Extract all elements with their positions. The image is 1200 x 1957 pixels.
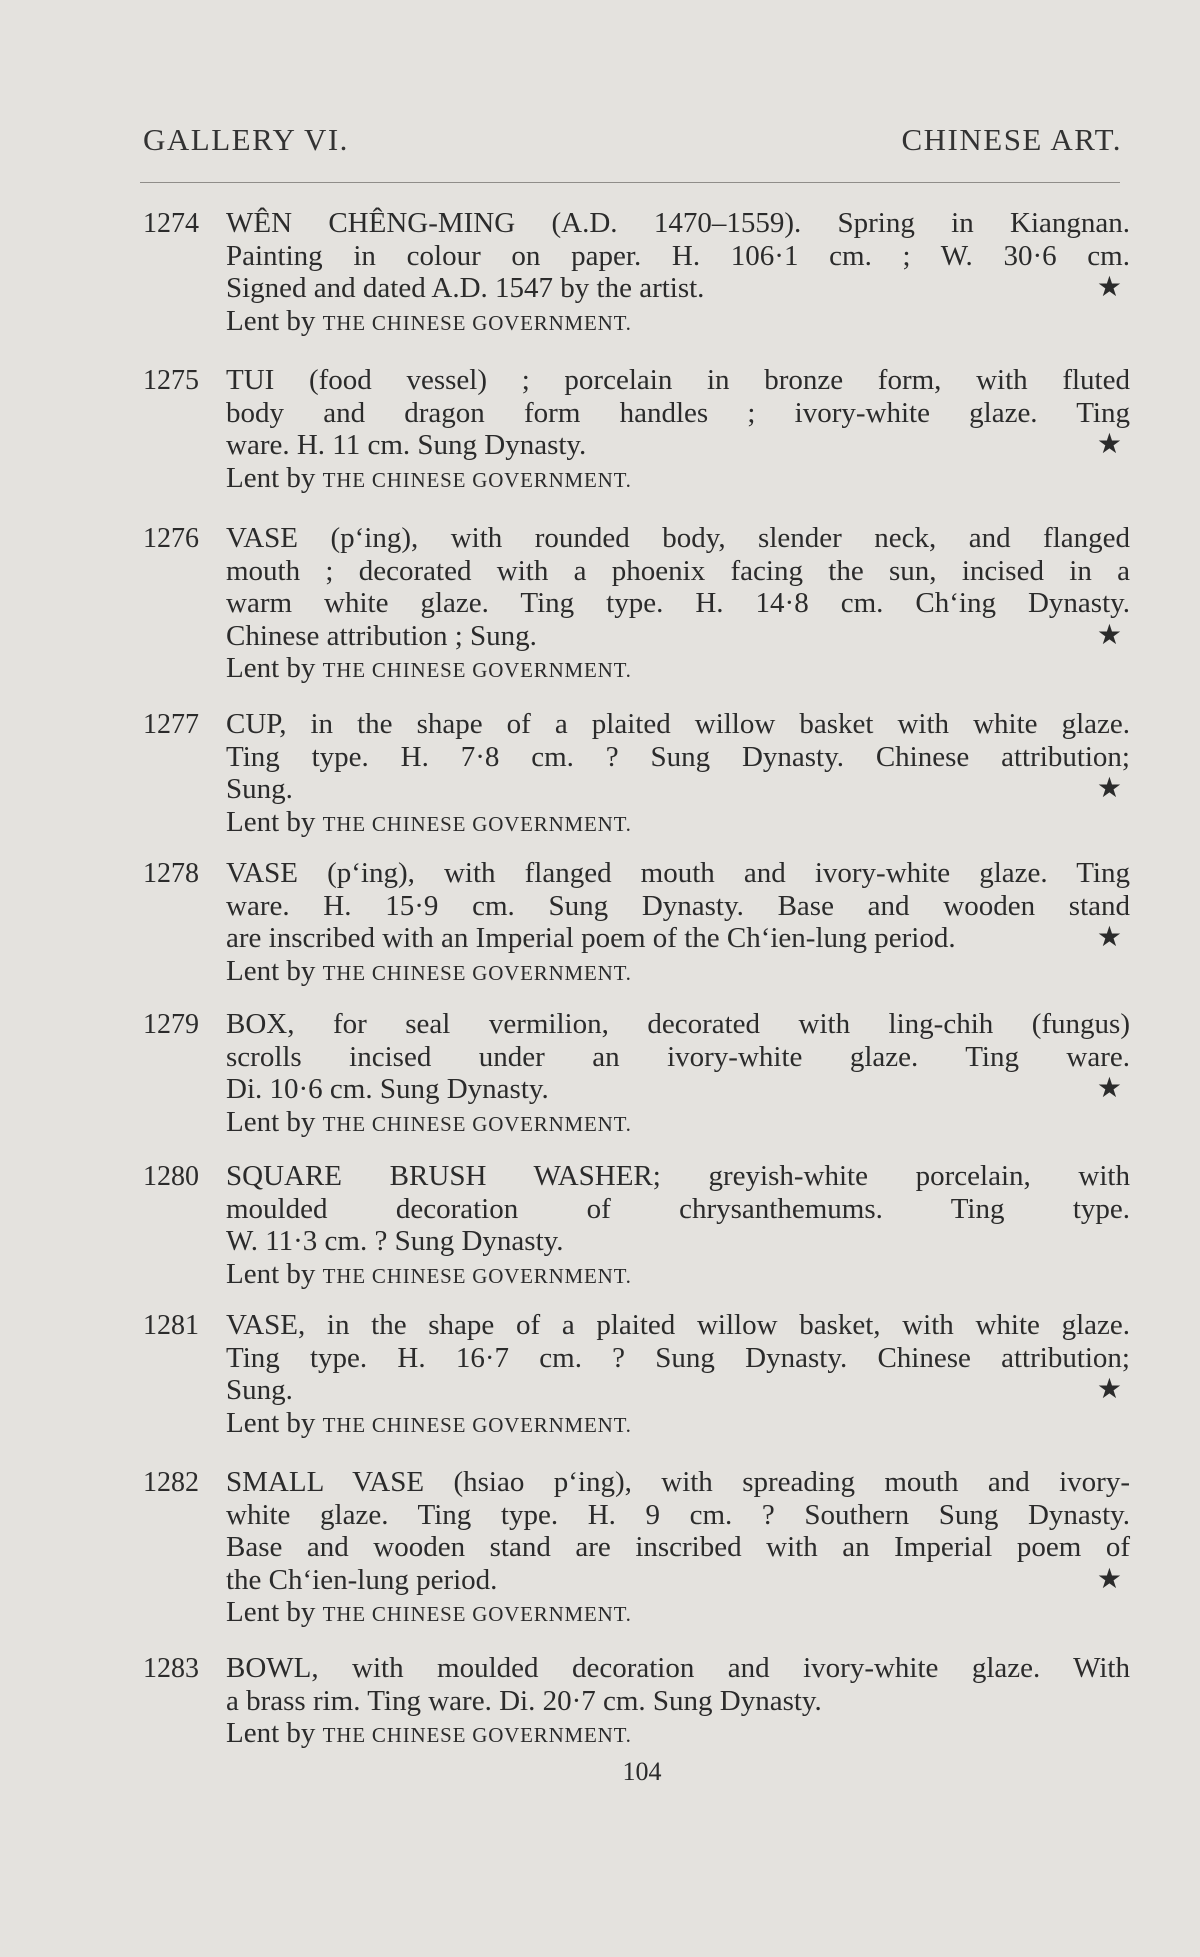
lender-line — [226, 652, 1130, 687]
entry-line: Ting type. H. 16·7 cm. ? Sung Dynasty. Chinese attribution; — [226, 1341, 1130, 1374]
entry-text — [226, 207, 1130, 339]
star-icon: ★ — [1096, 272, 1122, 303]
lender-name: THE CHINESE GOVERNMENT. — [322, 1111, 632, 1136]
lent-by-label: Lent by — [226, 1257, 316, 1290]
entry-text — [226, 1160, 1130, 1292]
catalogue-entry — [143, 857, 1130, 989]
entry-number: 1280 — [143, 1161, 199, 1192]
catalogue-entry — [143, 1652, 1130, 1752]
entry-line: warm white glaze. Ting type. H. 14·8 cm. Ch‘ing Dynasty. — [226, 587, 1130, 619]
lender-line — [226, 806, 1130, 841]
entry-number: 1282 — [143, 1467, 199, 1498]
lender-name: THE CHINESE GOVERNMENT. — [322, 310, 632, 335]
entry-line: Ting type. H. 7·8 cm. ? Sung Dynasty. Chinese attribution; — [226, 740, 1130, 773]
lent-by-label: Lent by — [226, 805, 316, 838]
running-head — [143, 122, 1122, 158]
entry-line: Sung. — [226, 773, 293, 805]
entry-text — [226, 364, 1130, 496]
entry-text — [226, 857, 1130, 989]
star-icon: ★ — [1096, 1563, 1122, 1595]
entry-text — [226, 522, 1130, 687]
lent-by-label: Lent by — [226, 461, 316, 494]
lent-by-label: Lent by — [226, 1596, 316, 1628]
entry-line: a brass rim. Ting ware. Di. 20·7 cm. Sung Dynasty. — [226, 1684, 822, 1717]
lender-name: THE CHINESE GOVERNMENT. — [322, 1723, 632, 1747]
catalogue-entry — [143, 1160, 1130, 1292]
star-icon: ★ — [1096, 922, 1122, 953]
entry-line: VASE (p‘ing), with flanged mouth and ivory-white glaze. Ting — [226, 857, 1130, 889]
catalogue-entry — [143, 364, 1130, 496]
lender-line — [226, 1596, 1130, 1631]
entry-line: CUP, in the shape of a plaited willow basket with white glaze. — [226, 708, 1130, 740]
entry-number: 1278 — [143, 858, 199, 889]
entry-text — [226, 1652, 1130, 1752]
entry-line: VASE (p‘ing), with rounded body, slender neck, and flanged — [226, 522, 1130, 554]
entry-line: BOWL, with moulded decoration and ivory-white glaze. With — [226, 1652, 1130, 1684]
entry-number: 1275 — [143, 365, 199, 396]
entry-number: 1279 — [143, 1009, 199, 1040]
entry-number: 1283 — [143, 1653, 199, 1684]
lender-name: THE CHINESE GOVERNMENT. — [322, 1602, 632, 1626]
star-icon: ★ — [1096, 429, 1122, 460]
entry-line: Signed and dated A.D. 1547 by the artist. — [226, 272, 705, 304]
lender-name: THE CHINESE GOVERNMENT. — [322, 960, 632, 985]
lent-by-label: Lent by — [226, 1105, 316, 1138]
lender-name: THE CHINESE GOVERNMENT. — [322, 1412, 632, 1437]
entry-line: mouth ; decorated with a phoenix facing the sun, incised in a — [226, 554, 1130, 587]
entry-line: Base and wooden stand are inscribed with an Imperial poem of — [226, 1531, 1130, 1563]
lender-name: THE CHINESE GOVERNMENT. — [322, 658, 632, 682]
catalogue-entry — [143, 1309, 1130, 1441]
lender-line — [226, 462, 1130, 497]
entry-line: scrolls incised under an ivory-white glaze. Ting ware. — [226, 1040, 1130, 1073]
catalogue-entry — [143, 1466, 1130, 1631]
lent-by-label: Lent by — [226, 954, 316, 987]
entry-text — [226, 708, 1130, 840]
entry-number: 1276 — [143, 523, 199, 554]
lender-name: THE CHINESE GOVERNMENT. — [322, 1263, 632, 1288]
entry-line: WÊN CHÊNG-MING (A.D. 1470–1559). Spring in Kiangnan. — [226, 207, 1130, 239]
lender-line — [226, 955, 1130, 990]
entry-line: Chinese attribution ; Sung. — [226, 619, 537, 652]
entry-text — [226, 1309, 1130, 1441]
entry-line: white glaze. Ting type. H. 9 cm. ? Southern Sung Dynasty. — [226, 1498, 1130, 1531]
catalogue-entry — [143, 1008, 1130, 1140]
entry-line: ware. H. 15·9 cm. Sung Dynasty. Base and wooden stand — [226, 889, 1130, 922]
lender-line — [226, 1407, 1130, 1442]
entry-line: body and dragon form handles ; ivory-white glaze. Ting — [226, 396, 1130, 429]
lender-name: THE CHINESE GOVERNMENT. — [322, 467, 632, 492]
running-head-left: GALLERY VI. — [143, 122, 349, 157]
entry-line: Sung. — [226, 1374, 293, 1406]
entry-line: moulded decoration of chrysanthemums. Ting type. — [226, 1192, 1130, 1225]
lent-by-label: Lent by — [226, 1406, 316, 1439]
entry-line: Di. 10·6 cm. Sung Dynasty. — [226, 1073, 549, 1105]
entry-line: ware. H. 11 cm. Sung Dynasty. — [226, 429, 587, 461]
entry-line: the Ch‘ien-lung period. — [226, 1563, 498, 1596]
lent-by-label: Lent by — [226, 304, 316, 337]
entry-line: TUI (food vessel) ; porcelain in bronze form, with fluted — [226, 364, 1130, 396]
running-head-right: CHINESE ART. — [901, 122, 1122, 157]
lent-by-label: Lent by — [226, 1717, 316, 1749]
catalogue-entry — [143, 708, 1130, 840]
entry-line: VASE, in the shape of a plaited willow basket, with white glaze. — [226, 1309, 1130, 1341]
star-icon: ★ — [1096, 773, 1122, 804]
catalogue-entry — [143, 207, 1130, 339]
entry-line: SQUARE BRUSH WASHER; greyish-white porcelain, with — [226, 1160, 1130, 1192]
entry-number: 1281 — [143, 1310, 199, 1341]
lender-line — [226, 1258, 1130, 1293]
entry-line: are inscribed with an Imperial poem of the Ch‘ien-lung period. — [226, 922, 956, 954]
entry-line: BOX, for seal vermilion, decorated with ling-chih (fungus) — [226, 1008, 1130, 1040]
page-number: 104 — [622, 1757, 662, 1786]
entry-text — [226, 1466, 1130, 1631]
star-icon: ★ — [1096, 1374, 1122, 1405]
lent-by-label: Lent by — [226, 652, 316, 684]
catalogue-entry — [143, 522, 1130, 687]
entry-line: SMALL VASE (hsiao p‘ing), with spreading mouth and ivory- — [226, 1466, 1130, 1498]
lender-line — [226, 305, 1130, 340]
star-icon: ★ — [1096, 1073, 1122, 1104]
entry-line: Painting in colour on paper. H. 106·1 cm. ; W. 30·6 cm. — [226, 239, 1130, 272]
star-icon: ★ — [1096, 619, 1122, 651]
header-rule — [140, 182, 1120, 183]
entry-number: 1277 — [143, 709, 199, 740]
lender-name: THE CHINESE GOVERNMENT. — [322, 811, 632, 836]
entry-text — [226, 1008, 1130, 1140]
entry-number: 1274 — [143, 208, 199, 239]
lender-line — [226, 1717, 1130, 1752]
lender-line — [226, 1106, 1130, 1141]
entry-line: W. 11·3 cm. ? Sung Dynasty. — [226, 1225, 564, 1257]
